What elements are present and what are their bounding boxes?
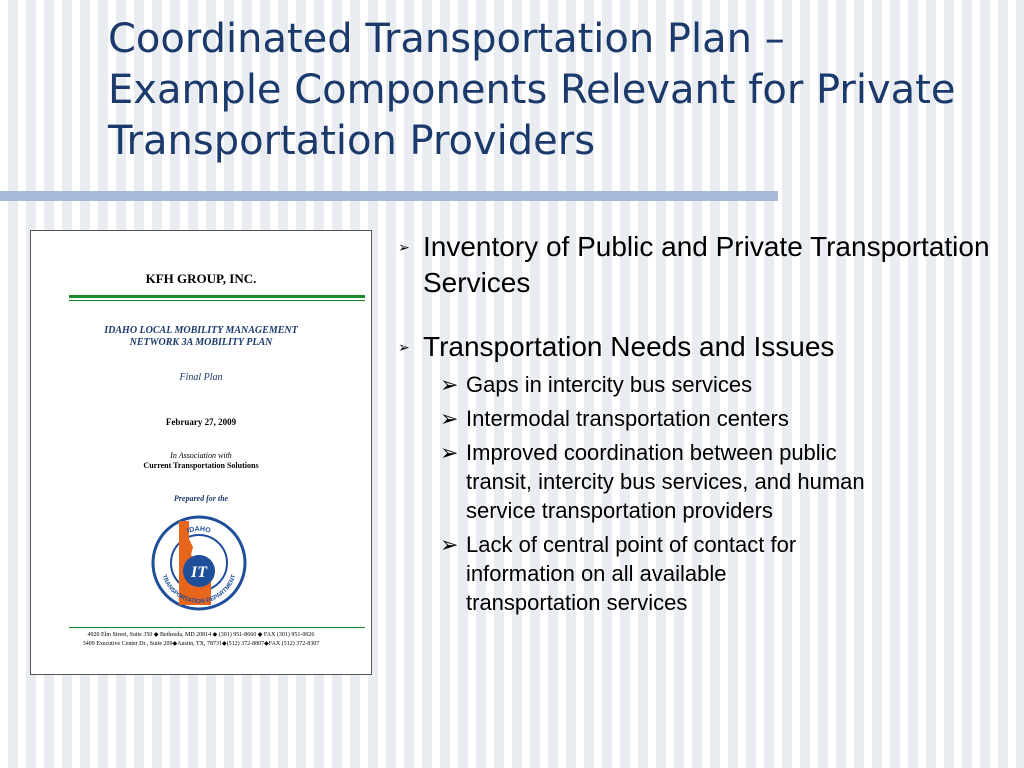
doc-plan-status: Final Plan [179,372,223,383]
bullet-item [398,229,998,301]
doc-green-rule-top [69,295,365,298]
title-underline-bar [0,191,778,201]
arrow-bullet-icon: ➢ [440,440,459,465]
document-cover-image [30,230,372,675]
logo-ring-text: TRANSPORTATION DEPARTMENT [160,574,238,606]
arrow-bullet-icon: ➢ [440,532,459,557]
doc-date: February 27, 2009 [165,417,237,427]
doc-address [31,631,371,649]
title-line-3: Transportation Providers [108,118,596,164]
doc-association [31,451,371,471]
sub-bullet-item [398,404,998,433]
sub-bullet-text: Intermodal transportation centers [466,406,789,431]
bullet-item [398,329,998,365]
doc-report-title-line-1: IDAHO LOCAL MOBILITY MANAGEMENT [104,325,298,336]
bullet-text: Inventory of Public and Private Transportation Services [423,231,990,298]
sub-bullet-text: Gaps in intercity bus services [466,372,753,397]
doc-prepared-for: Prepared for the [173,494,229,503]
logo-top-text: IDAHO [186,525,212,535]
doc-company-name: KFH GROUP, INC. [145,271,257,286]
sub-bullet-item [398,530,998,617]
doc-association-label: In Association with [170,451,232,460]
arrow-bullet-icon: ➢ [398,339,410,355]
slide-title [108,14,988,167]
sub-bullet-text: Lack of central point of contact for information on all available transportation services [466,532,797,615]
doc-green-rule-bottom [69,300,365,301]
title-line-1: Coordinated Transportation Plan – [108,16,785,62]
doc-association-name: Current Transportation Solutions [143,461,259,470]
sub-bullet-item [398,438,998,525]
doc-address-line-2: 3409 Executive Center Dr., Suite 209◆Austin, TX, 78731◆(512) 372-8807◆FAX (512) 372-8307 [82,641,320,647]
sub-bullet-item [398,370,998,399]
arrow-bullet-icon: ➢ [398,239,410,255]
bullet-list [398,229,998,617]
idaho-transportation-logo-icon [149,513,249,613]
arrow-bullet-icon: ➢ [440,372,459,397]
logo-letters: IT [191,564,207,581]
title-line-2: Example Components Relevant for Private [108,67,956,113]
sub-bullet-text: Improved coordination between public transit, intercity bus services, and human service transportation providers [466,440,865,523]
bullet-text: Transportation Needs and Issues [423,331,835,362]
doc-report-title-line-2: NETWORK 3A MOBILITY PLAN [129,337,273,348]
doc-report-title [31,325,371,349]
doc-address-line-1: 4920 Elm Street, Suite 350 ◆ Bethesda, MD 20814 ◆ (301) 951-8660 ◆ FAX (301) 951-0026 [87,632,315,638]
arrow-bullet-icon: ➢ [440,406,459,431]
doc-green-rule-footer [69,627,365,628]
